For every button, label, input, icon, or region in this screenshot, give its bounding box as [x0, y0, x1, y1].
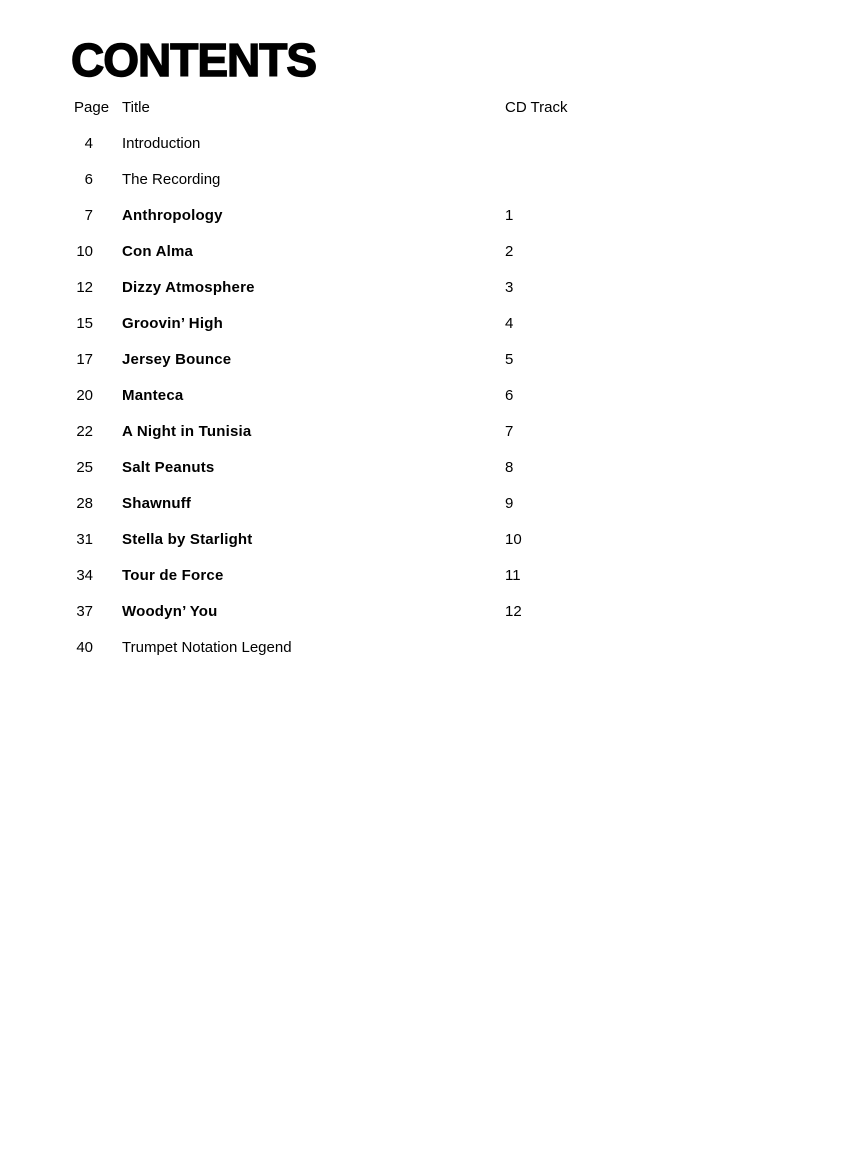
toc-page-number: 17 [76, 351, 93, 368]
toc-cd-track: 5 [505, 351, 514, 368]
column-header-cd-track: CD Track [505, 99, 568, 116]
toc-page-number: 7 [84, 207, 93, 224]
toc-row [74, 342, 790, 378]
toc-row [74, 198, 790, 234]
toc-row [74, 630, 790, 666]
toc-title: Manteca [122, 387, 184, 404]
toc-page-number: 25 [76, 459, 93, 476]
toc-title: Salt Peanuts [122, 459, 215, 476]
toc-cd-track [505, 630, 790, 666]
toc-page-number: 37 [76, 603, 93, 620]
column-header-title: Title [122, 99, 150, 116]
toc-page-number: 10 [76, 243, 93, 260]
toc-cd-track: 6 [505, 387, 514, 404]
toc-cd-track: 2 [505, 243, 514, 260]
toc-row [74, 378, 790, 414]
toc-title: Con Alma [122, 243, 194, 260]
toc-page-number: 4 [84, 135, 93, 152]
toc-title: Tour de Force [122, 567, 224, 584]
toc-row [74, 558, 790, 594]
toc-page-number: 22 [76, 423, 93, 440]
toc-row [74, 522, 790, 558]
toc-page-number: 20 [76, 387, 93, 404]
toc-title: The Recording [122, 171, 221, 188]
toc-cd-track: 9 [505, 495, 514, 512]
toc-page-number: 15 [76, 315, 93, 332]
toc-row [74, 450, 790, 486]
toc-row [74, 234, 790, 270]
toc-row [74, 414, 790, 450]
page-title: CONTENTS [71, 34, 316, 86]
toc-title: Groovin’ High [122, 315, 223, 332]
toc-title: Anthropology [122, 207, 223, 224]
toc-title: Stella by Starlight [122, 531, 253, 548]
toc-header-row [74, 90, 790, 126]
toc-title: Introduction [122, 135, 201, 152]
toc-page-number: 6 [84, 171, 93, 188]
toc-cd-track: 10 [505, 531, 522, 548]
toc-title: Trumpet Notation Legend [122, 639, 292, 656]
column-header-page: Page [74, 99, 110, 116]
toc-title: Dizzy Atmosphere [122, 279, 255, 296]
toc-cd-track [505, 162, 790, 198]
toc-cd-track: 4 [505, 315, 514, 332]
toc-page-number: 12 [76, 279, 93, 296]
toc-cd-track: 7 [505, 423, 514, 440]
toc-page-number: 31 [76, 531, 93, 548]
toc-row [74, 486, 790, 522]
toc-row [74, 162, 790, 198]
toc-row [74, 306, 790, 342]
toc-cd-track: 1 [505, 207, 514, 224]
toc-title: A Night in Tunisia [122, 423, 252, 440]
toc-cd-track: 12 [505, 603, 522, 620]
toc-table [74, 90, 790, 666]
toc-row [74, 126, 790, 162]
toc-title: Jersey Bounce [122, 351, 232, 368]
toc-cd-track [505, 126, 790, 162]
toc-page-number: 34 [76, 567, 93, 584]
toc-title: Woodyn’ You [122, 603, 218, 620]
toc-cd-track: 11 [505, 567, 521, 584]
toc-page-number: 28 [76, 495, 93, 512]
toc-page-number: 40 [76, 639, 93, 656]
toc-cd-track: 8 [505, 459, 514, 476]
toc-row [74, 270, 790, 306]
toc-cd-track: 3 [505, 279, 514, 296]
toc-title: Shawnuff [122, 495, 192, 512]
toc-row [74, 594, 790, 630]
